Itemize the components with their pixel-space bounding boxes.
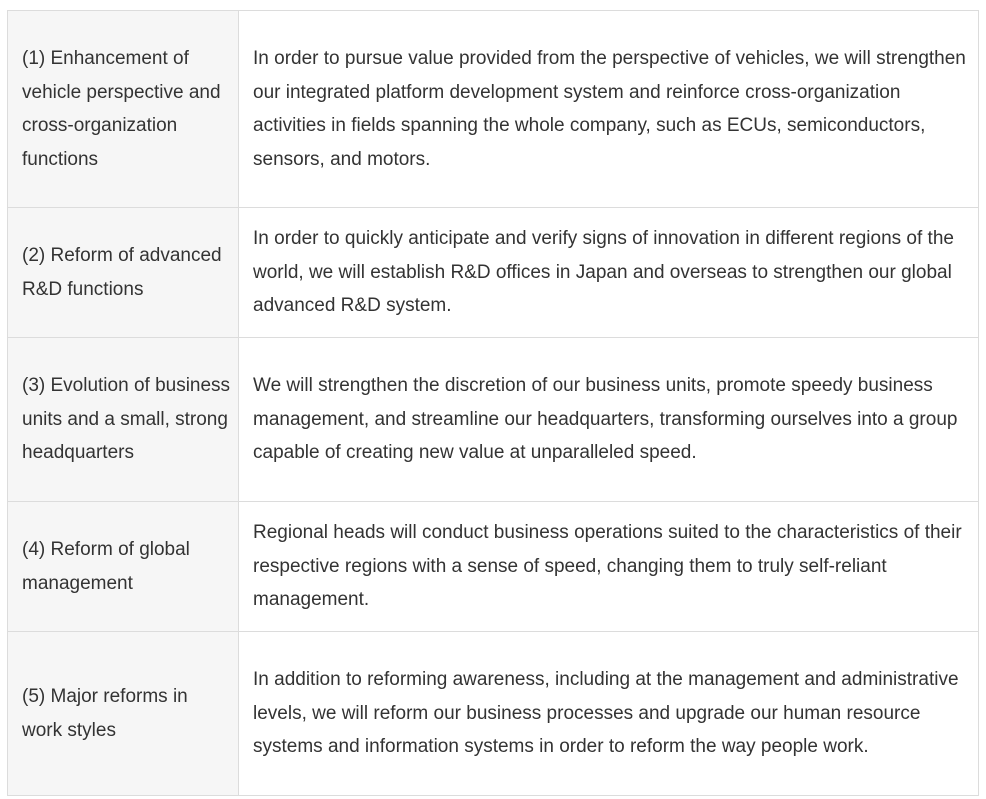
reform-description: We will strengthen the discretion of our business units, promote speedy business management, and streamline our headquarters, transforming ourselves into a group capable of creating new value at unparalleled speed.	[239, 338, 979, 502]
reform-heading: (3) Evolution of business units and a small, strong headquarters	[8, 338, 239, 502]
reform-description: In addition to reforming awareness, including at the management and administrative levels, we will reform our business processes and upgrade our human resource systems and information systems in order to reform the way people work.	[239, 632, 979, 796]
reform-description: In order to pursue value provided from the perspective of vehicles, we will strengthen our integrated platform development system and reinforce cross-organization activities in fields spanning the whole company, such as ECUs, semiconductors, sensors, and motors.	[239, 11, 979, 208]
reform-table-body	[8, 11, 979, 796]
reform-heading: (1) Enhancement of vehicle perspective and cross-organization functions	[8, 11, 239, 208]
table-row	[8, 208, 979, 338]
table-row	[8, 632, 979, 796]
table-row	[8, 338, 979, 502]
reform-heading: (5) Major reforms in work styles	[8, 632, 239, 796]
reform-heading: (2) Reform of advanced R&D functions	[8, 208, 239, 338]
reform-heading: (4) Reform of global management	[8, 502, 239, 632]
table-row	[8, 502, 979, 632]
reform-description: Regional heads will conduct business operations suited to the characteristics of their respective regions with a sense of speed, changing them to truly self-reliant management.	[239, 502, 979, 632]
reform-table	[7, 10, 979, 796]
table-row	[8, 11, 979, 208]
reform-description: In order to quickly anticipate and verify signs of innovation in different regions of the world, we will establish R&D offices in Japan and overseas to strengthen our global advanced R&D system.	[239, 208, 979, 338]
